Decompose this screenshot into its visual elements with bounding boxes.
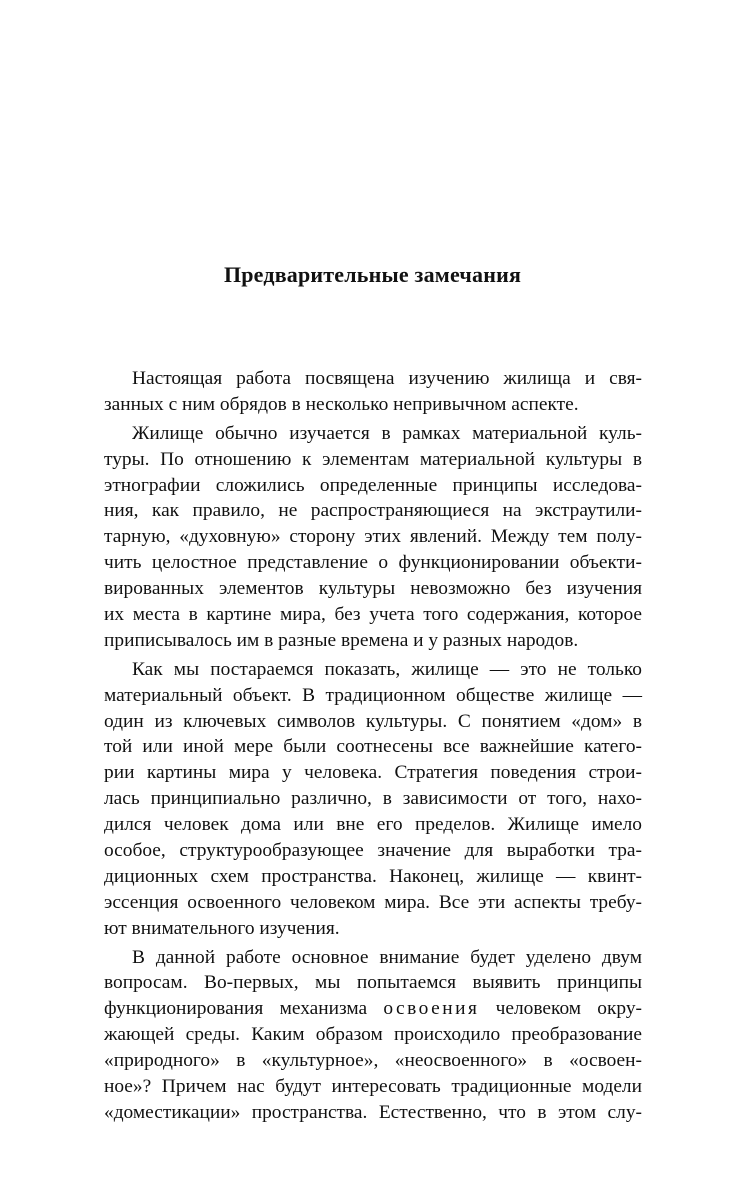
text-line: туры. По отношению к элементам материальной культуры в — [104, 448, 642, 470]
text-line: один из ключевых символов культуры. С понятием «дом» в — [104, 710, 642, 732]
text-line: Настоящая работа посвящена изучению жилища и свя- — [132, 368, 642, 389]
body-text — [104, 366, 642, 1126]
text-line: лась принципиально различно, в зависимости от того, нахо- — [104, 788, 642, 810]
text-fragment: человеком окру- — [495, 998, 642, 1020]
text-line: диционных схем пространства. Наконец, жилище — квинт- — [104, 865, 642, 887]
text-line: эссенция освоенного человеком мира. Все эти аспекты требу- — [104, 891, 642, 913]
text-line: их места в картине мира, без учета того содержания, которое — [104, 604, 642, 626]
text-line: особое, структурообразующее значение для выработки тра- — [104, 840, 642, 862]
text-line: ния, как правило, не распространяющиеся на экстраутили- — [104, 500, 642, 522]
text-line: жающей среды. Каким образом происходило преобразование — [104, 1024, 642, 1046]
text-line: вированных элементов культуры невозможно без изучения — [104, 578, 642, 600]
page-title: Предварительные замечания — [223, 262, 522, 287]
text-line: приписывалось им в разные времена и у разных народов. — [104, 629, 579, 651]
text-line: Как мы постараемся показать, жилище — это не только — [132, 658, 642, 680]
text-line: занных с ним обрядов в несколько непривычном аспекте. — [104, 393, 579, 415]
emphasized-word: освоения — [383, 998, 480, 1020]
text-line — [104, 996, 642, 1022]
text-line: «доместикации» пространства. Естественно, что в этом слу- — [104, 1101, 642, 1123]
text-line: этнографии сложились определенные принципы исследова- — [104, 474, 642, 496]
text-line: рии картины мира у человека. Стратегия поведения строи- — [104, 762, 642, 784]
text-line: «природного» в «культурное», «неосвоенного» в «освоен- — [104, 1050, 642, 1072]
text-line: материальный объект. В традиционном обществе жилище — — [104, 684, 642, 706]
text-line: В данной работе основное внимание будет уделено двум — [132, 946, 642, 968]
text-fragment: функционирования механизма — [104, 998, 368, 1020]
text-line: тарную, «духовную» сторону этих явлений. Между тем полу- — [104, 526, 642, 548]
text-line: той или иной мере были соотнесены все важнейшие катего- — [104, 736, 642, 758]
text-line: вопросам. Во-первых, мы попытаемся выявить принципы — [104, 972, 642, 994]
text-line: Жилище обычно изучается в рамках материальной куль- — [132, 422, 642, 444]
text-line: дился человек дома или вне его пределов. Жилище имело — [104, 814, 642, 836]
text-line: ют внимательного изучения. — [104, 917, 340, 939]
text-line: ное»? Причем нас будут интересовать традиционные модели — [104, 1076, 642, 1098]
text-line: чить целостное представление о функционировании объекти- — [104, 552, 642, 574]
